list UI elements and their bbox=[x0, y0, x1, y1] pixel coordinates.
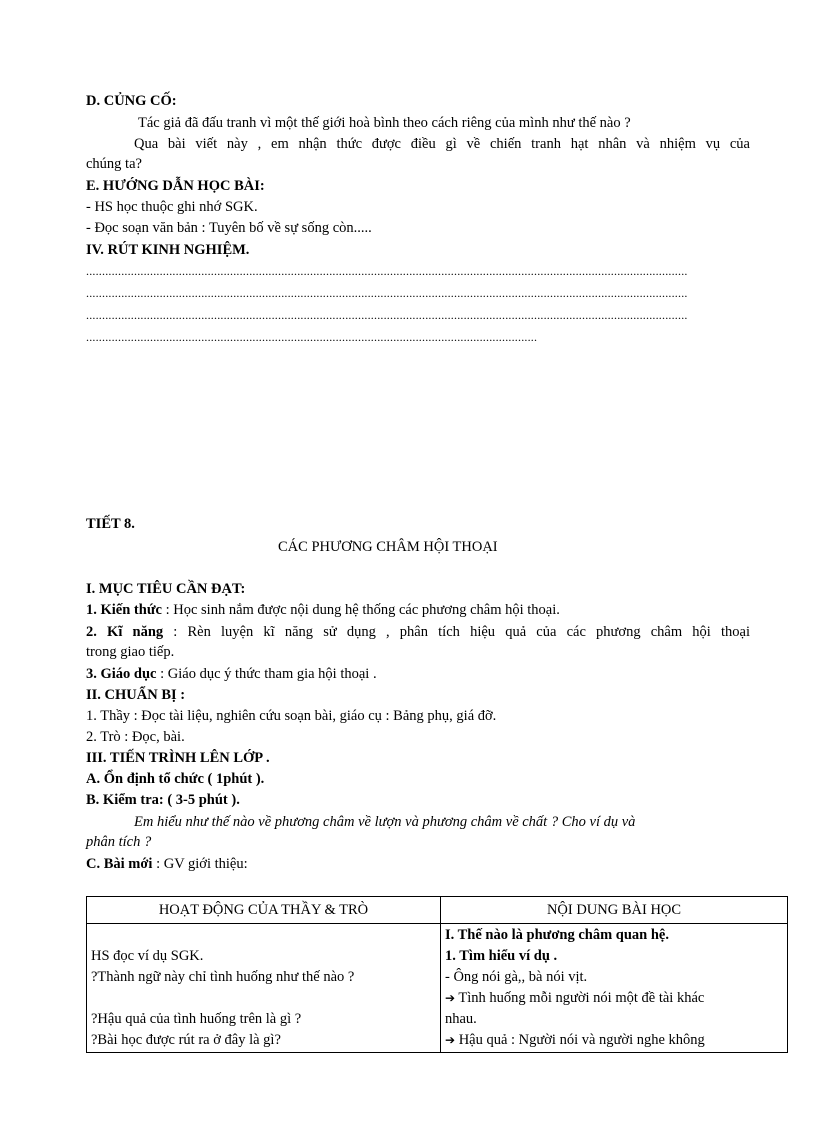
objective-knowledge-text: : Học sinh nắm được nội dung hệ thống các phương châm hội thoại. bbox=[161, 602, 560, 618]
arrow-right-icon: ➔ bbox=[445, 1033, 456, 1047]
table-row bbox=[87, 924, 788, 1053]
notes-dotted-line-1: ............................................................................................................................................................................................ bbox=[86, 264, 688, 278]
procedure-step-c-label: C. Bài mới bbox=[86, 856, 153, 872]
objective-education-label: 3. Giáo dục bbox=[86, 666, 157, 682]
table-header-content: NỘI DUNG BÀI HỌC bbox=[441, 897, 788, 924]
activity-line: ?Bài học được rút ra ở đây là gì? bbox=[91, 1032, 281, 1048]
lesson-title: CÁC PHƯƠNG CHÂM HỘI THOẠI bbox=[278, 539, 498, 555]
content-example: - Ông nói gà,, bà nói vịt. bbox=[445, 969, 588, 985]
activity-line: ?Thành ngữ này chỉ tình huống như thế nào ? bbox=[91, 969, 355, 985]
preparation-teacher: 1. Thầy : Đọc tài liệu, nghiên cứu soạn bài, giáo cụ : Bảng phụ, giá đỡ. bbox=[86, 708, 497, 724]
arrow-right-icon: ➔ bbox=[445, 991, 456, 1005]
procedure-step-c bbox=[86, 855, 248, 873]
section-d-question-2-line-1: Qua bài viết này , em nhận thức được điều gì về chiến tranh hạt nhân và nhiệm vụ của bbox=[134, 136, 750, 152]
section-e-item-1: - HS học thuộc ghi nhớ SGK. bbox=[86, 199, 258, 215]
objective-education bbox=[86, 665, 377, 683]
section-e-item-2: - Đọc soạn văn bản : Tuyên bố về sự sống còn..... bbox=[86, 220, 372, 236]
content-result-line-1 bbox=[445, 988, 783, 1009]
notes-dotted-line-3: ............................................................................................................................................................................................ bbox=[86, 308, 688, 322]
procedure-step-c-text: : GV giới thiệu: bbox=[152, 856, 248, 872]
notes-dotted-line-4: ............................................................................................................................................. bbox=[86, 330, 538, 344]
objective-skills-line-2: trong giao tiếp. bbox=[86, 644, 175, 660]
content-cell bbox=[441, 924, 788, 1053]
objective-education-text: : Giáo dục ý thức tham gia hội thoại . bbox=[156, 666, 377, 682]
activities-cell bbox=[87, 924, 441, 1053]
content-title: I. Thế nào là phương châm quan hệ. bbox=[445, 927, 669, 943]
objective-skills-line-1 bbox=[86, 623, 750, 641]
objective-skills-label: 2. Kĩ năng bbox=[86, 624, 164, 640]
content-result-line-2: nhau. bbox=[445, 1011, 477, 1027]
check-question-line-1: Em hiểu như thế nào về phương châm về lượn và phương châm về chất ? Cho ví dụ và bbox=[134, 814, 636, 830]
procedure-heading: III. TIẾN TRÌNH LÊN LỚP . bbox=[86, 750, 270, 766]
activity-line bbox=[91, 988, 436, 1009]
section-e-heading: E. HƯỚNG DẪN HỌC BÀI: bbox=[86, 178, 265, 194]
activity-line bbox=[91, 925, 436, 946]
notes-dotted-line-2: ............................................................................................................................................................................................ bbox=[86, 286, 688, 300]
content-result-text: Tình huống mỗi người nói một đề tài khác bbox=[455, 990, 705, 1006]
section-iv-heading: IV. RÚT KINH NGHIỆM. bbox=[86, 242, 250, 258]
section-d-heading: D. CỦNG CỐ: bbox=[86, 93, 177, 109]
content-subtitle: 1. Tìm hiểu ví dụ . bbox=[445, 948, 558, 964]
objective-knowledge bbox=[86, 601, 560, 619]
objectives-heading: I. MỤC TIÊU CẦN ĐẠT: bbox=[86, 581, 246, 597]
table-header-activities: HOẠT ĐỘNG CỦA THẦY & TRÒ bbox=[87, 897, 441, 924]
preparation-heading: II. CHUẨN BỊ : bbox=[86, 687, 186, 703]
lesson-activity-table bbox=[86, 896, 788, 1053]
objective-knowledge-label: 1. Kiến thức bbox=[86, 602, 162, 618]
procedure-step-b: B. Kiểm tra: ( 3-5 phút ). bbox=[86, 792, 240, 808]
content-consequence-text: Hậu quả : Người nói và người nghe không bbox=[455, 1032, 705, 1048]
section-d-question-2-line-2: chúng ta? bbox=[86, 156, 142, 172]
procedure-step-a: A. Ổn định tổ chức ( 1phút ). bbox=[86, 771, 265, 787]
activity-line: ?Hậu quả của tình huống trên là gì ? bbox=[91, 1011, 302, 1027]
content-consequence bbox=[445, 1030, 783, 1051]
activity-line: HS đọc ví dụ SGK. bbox=[91, 948, 204, 964]
table-header-row bbox=[87, 897, 788, 924]
lesson-number: TIẾT 8. bbox=[86, 516, 135, 532]
preparation-student: 2. Trò : Đọc, bài. bbox=[86, 729, 185, 745]
objective-skills-text: : Rèn luyện kĩ năng sử dụng , phân tích hiệu quả của các phương châm hội thoại bbox=[163, 624, 750, 640]
check-question-line-2: phân tích ? bbox=[86, 834, 152, 850]
section-d-question-1: Tác giả đã đấu tranh vì một thế giới hoà bình theo cách riêng của mình như thế nào ? bbox=[138, 115, 631, 131]
